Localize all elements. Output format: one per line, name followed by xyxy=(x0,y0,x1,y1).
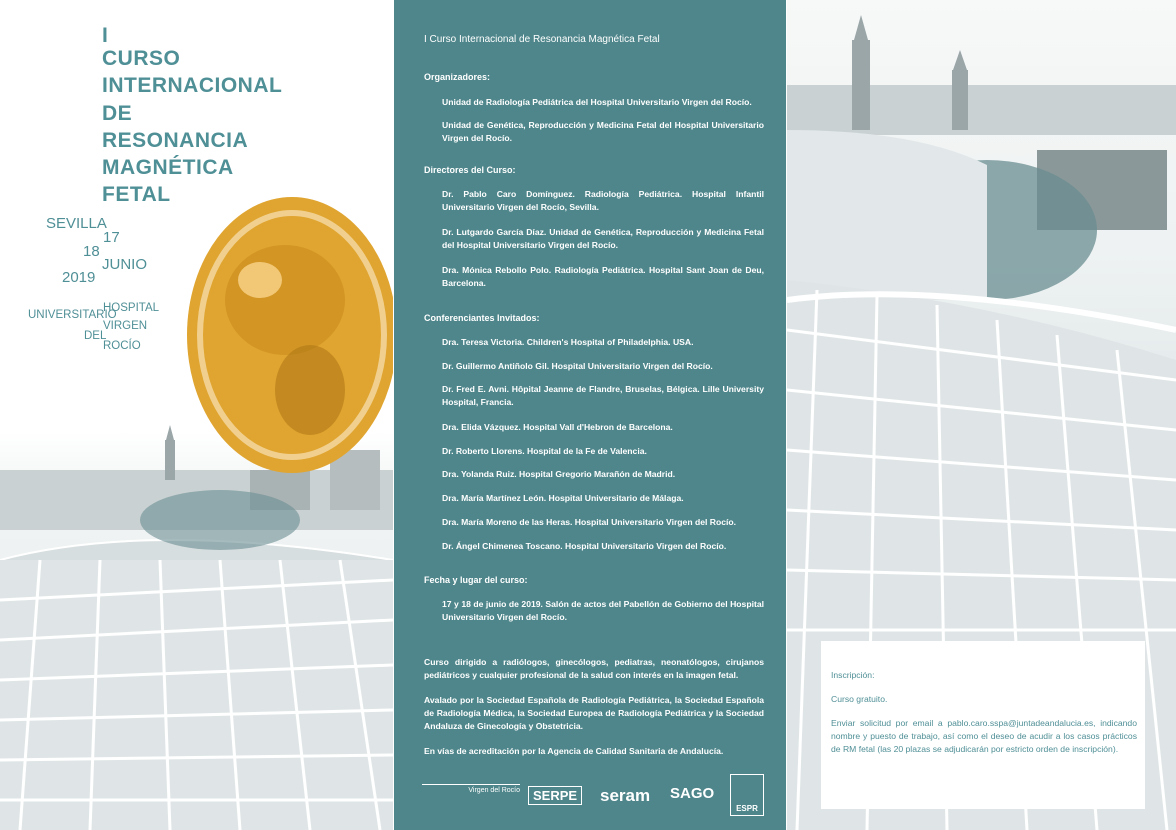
cover-title-line-7: FETAL xyxy=(102,183,171,206)
cover-venue-2: UNIVERSITARIO xyxy=(28,309,117,321)
speakers-label: Conferenciantes Invitados: xyxy=(424,313,540,323)
info-heading: I Curso Internacional de Resonancia Magnética Fetal xyxy=(424,34,660,45)
speaker-item: Dra. María Martínez León. Hospital Universitario de Málaga. xyxy=(442,493,684,503)
cover-day-1: 17 xyxy=(103,229,120,246)
logo-serpe: SERPE xyxy=(528,786,582,805)
endorsement-text: Avalado por la Sociedad Española de Radiología Pediátrica, la Sociedad Española de Radiología Médica, la Sociedad Europea de Radiología Pediátrica y la Sociedad Andaluza de Ginecología y Obstetricia. xyxy=(424,695,764,731)
cover-title-line-4: DE xyxy=(102,102,133,125)
organizer-item: Unidad de Genética, Reproducción y Medicina Fetal del Hospital Universitario Virgen del Rocío. xyxy=(442,120,764,143)
date-label: Fecha y lugar del curso: xyxy=(424,575,528,585)
cover-title-line-5: RESONANCIA xyxy=(102,129,249,152)
cover-title-line-3: INTERNACIONAL xyxy=(102,74,283,97)
registration-box xyxy=(821,641,1145,809)
registration-panel xyxy=(787,0,1176,830)
speaker-item: Dra. Elida Vázquez. Hospital Vall d'Hebron de Barcelona. xyxy=(442,422,673,432)
info-panel xyxy=(394,0,786,830)
cover-illustration xyxy=(0,0,393,830)
organizer-item: Unidad de Radiología Pediátrica del Hospital Universitario Virgen del Rocío. xyxy=(442,97,752,107)
cover-month: JUNIO xyxy=(102,256,147,273)
director-item: Dra. Mónica Rebollo Polo. Radiología Pediátrica. Hospital Sant Joan de Deu, Barcelona. xyxy=(442,265,764,288)
fetal-mri-image xyxy=(187,197,393,473)
accreditation-text: En vías de acreditación por la Agencia de Calidad Sanitaria de Andalucía. xyxy=(424,746,724,756)
cover-venue-4: DEL xyxy=(84,330,107,342)
logo-seram: seram xyxy=(600,786,651,805)
cover-title-line-6: MAGNÉTICA xyxy=(102,156,234,179)
directors-label: Directores del Curso: xyxy=(424,165,516,175)
cover-panel xyxy=(0,0,393,830)
logo-virgen-del-rocio: Virgen del Rocío xyxy=(422,784,520,794)
logo-espr: ESPR xyxy=(730,774,764,816)
director-item: Dr. Lutgardo García Díaz. Unidad de Genética, Reproducción y Medicina Fetal del Hospital Universitario Virgen del Rocío. xyxy=(442,227,764,250)
registration-label: Inscripción: xyxy=(831,670,875,680)
cover-day-2: 18 xyxy=(83,243,100,260)
cover-title-line-2: CURSO xyxy=(102,47,181,70)
director-item: Dr. Pablo Caro Domínguez. Radiología Pediátrica. Hospital Infantil Universitario Virgen del Rocío, Sevilla. xyxy=(442,189,764,212)
speaker-item: Dra. Yolanda Ruiz. Hospital Gregorio Marañón de Madrid. xyxy=(442,469,676,479)
logos-row xyxy=(422,772,762,816)
speaker-item: Dr. Roberto Llorens. Hospital de la Fe de Valencia. xyxy=(442,446,647,456)
speaker-item: Dra. María Moreno de las Heras. Hospital Universitario Virgen del Rocío. xyxy=(442,517,737,527)
cover-venue-5: ROCÍO xyxy=(103,340,141,352)
registration-free: Curso gratuito. xyxy=(831,694,888,704)
cover-year: 2019 xyxy=(62,269,96,286)
audience-text: Curso dirigido a radiólogos, ginecólogos, pediatras, neonatólogos, cirujanos pediátricos y cualquier profesional de la salud con interés en la imagen fetal. xyxy=(424,657,764,680)
speaker-item: Dra. Teresa Victoria. Children's Hospital of Philadelphia. USA. xyxy=(442,337,694,347)
speaker-item: Dr. Ángel Chimenea Toscano. Hospital Universitario Virgen del Rocío. xyxy=(442,541,727,551)
registration-details: Enviar solicitud por email a pablo.caro.sspa@juntadeandalucia.es, indicando nombre y puesto de trabajo, así como el deseo de acudir a los casos prácticos de RM fetal (las 20 plazas se adjudicarán por estricto orden de inscripción). xyxy=(831,718,1137,754)
speaker-item: Dr. Fred E. Avni. Hôpital Jeanne de Flandre, Bruselas, Bélgica. Lille University Hospital, Francia. xyxy=(442,384,764,407)
logo-sago: SAGO xyxy=(670,785,715,802)
cover-city: SEVILLA xyxy=(46,215,107,232)
speaker-item: Dr. Guillermo Antiñolo Gil. Hospital Universitario Virgen del Rocío. xyxy=(442,361,713,371)
cover-venue-1: HOSPITAL xyxy=(103,302,160,314)
cover-title-line-1: I xyxy=(102,24,109,47)
cover-venue-3: VIRGEN xyxy=(103,320,148,332)
organizers-label: Organizadores: xyxy=(424,72,491,82)
date-text: 17 y 18 de junio de 2019. Salón de actos del Pabellón de Gobierno del Hospital Universitario Virgen del Rocío. xyxy=(442,599,764,622)
